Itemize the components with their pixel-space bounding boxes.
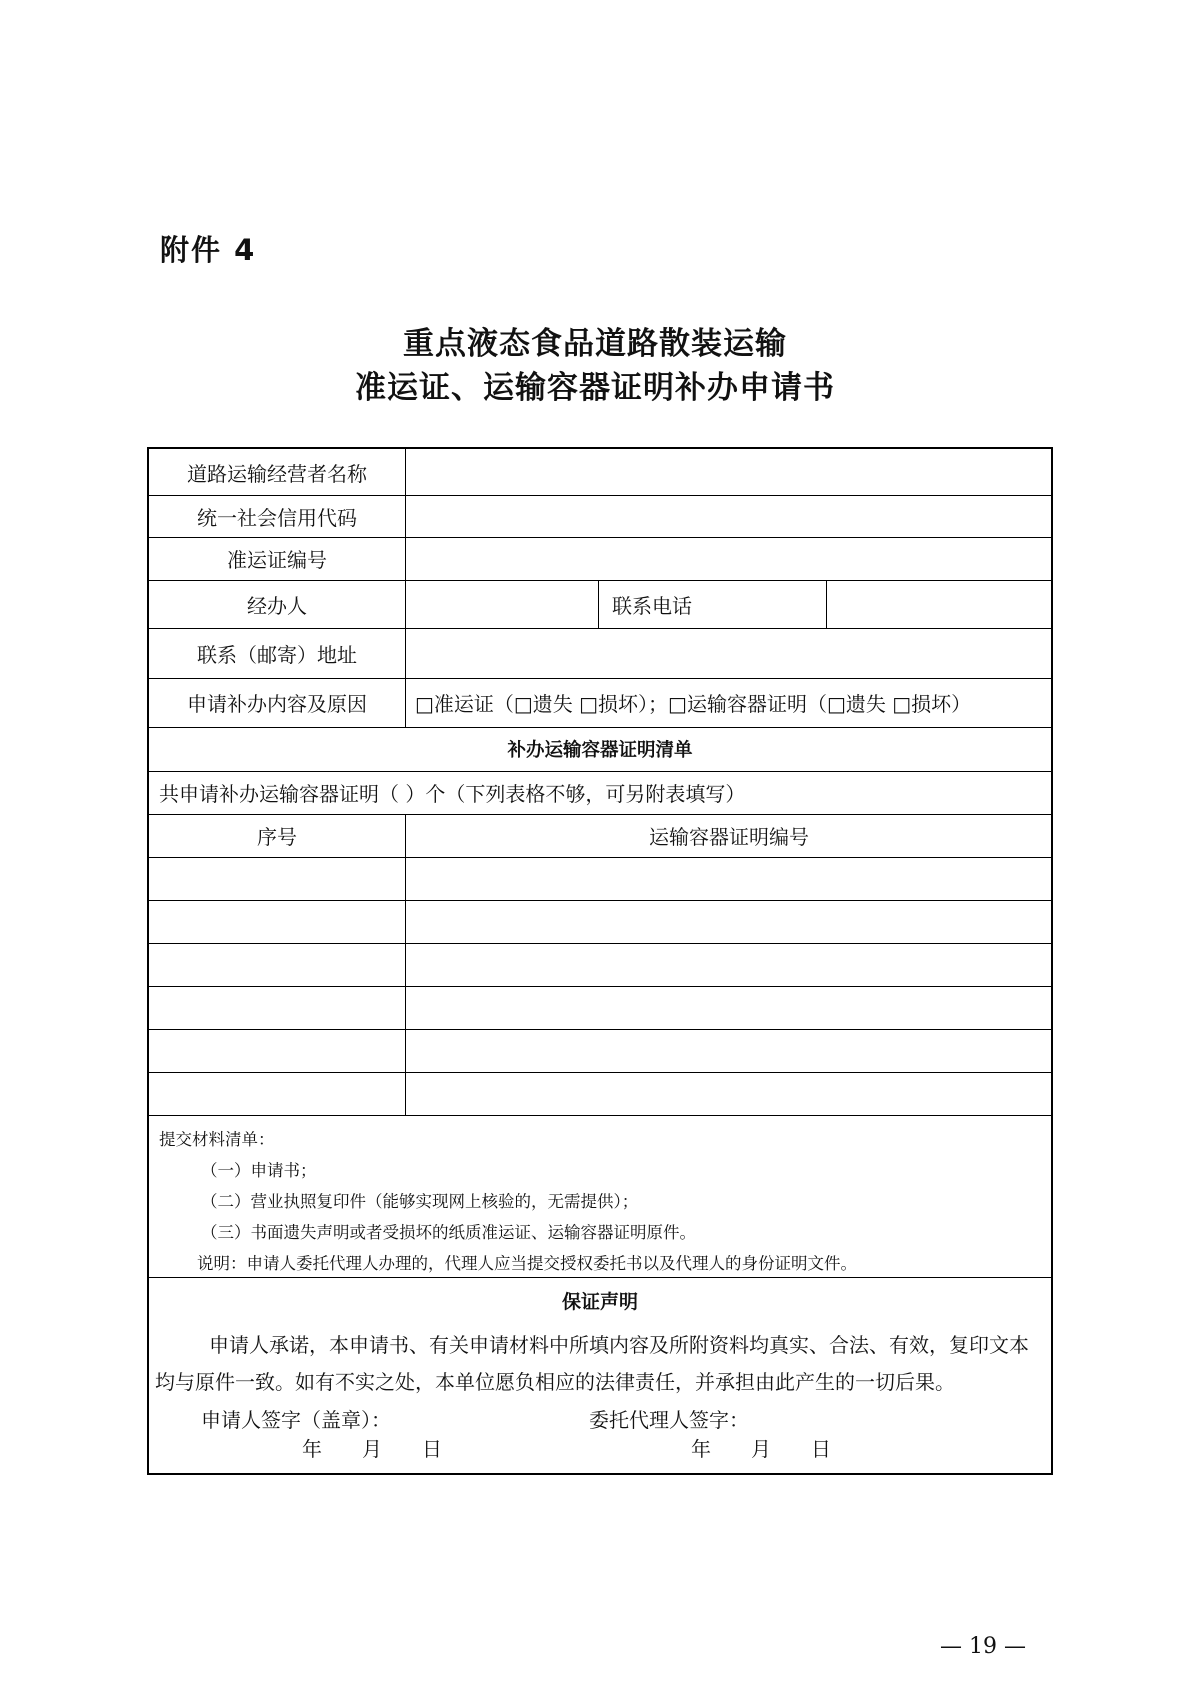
applicant-date: 年 月 日 xyxy=(302,1437,442,1461)
page-number: — 19 — xyxy=(940,1634,1026,1659)
materials-list xyxy=(159,1124,857,1279)
applicant-signature-label: 申请人签字（盖章）： xyxy=(201,1408,391,1432)
materials-note: 说明：申请人委托代理人办理的，代理人应当提交授权委托书以及代理人的身份证明文件。 xyxy=(197,1254,857,1273)
permit-number-label: 准运证编号 xyxy=(227,548,327,572)
document-title-line1: 重点液态食品道路散装运输 xyxy=(403,326,787,362)
document-title-line2: 准运证、运输容器证明补办申请书 xyxy=(355,370,835,406)
handler-label: 经办人 xyxy=(247,593,307,618)
container-count-line: 共申请补办运输容器证明（ ）个（下列表格不够，可另附表填写） xyxy=(159,782,746,806)
materials-item-1: （一）申请书； xyxy=(201,1161,317,1180)
table-row[interactable] xyxy=(149,1029,1051,1072)
agent-date: 年 月 日 xyxy=(691,1437,831,1461)
guarantee-text: 申请人承诺，本申请书、有关申请材料中所填内容及所附资料均真实、合法、有效，复印文本均与原件一致。如有不实之处，本单位愿负相应的法律责任，并承担由此产生的一切后果。 xyxy=(155,1333,1029,1394)
reason-label: 申请补办内容及原因 xyxy=(187,692,367,716)
operator-name-label: 道路运输经营者名称 xyxy=(187,461,367,486)
address-field[interactable] xyxy=(407,628,1051,678)
handler-field[interactable] xyxy=(407,580,597,628)
operator-name-field[interactable] xyxy=(407,449,1051,495)
permit-number-field[interactable] xyxy=(407,537,1051,580)
materials-item-3: （三）书面遗失声明或者受损坏的纸质准运证、运输容器证明原件。 xyxy=(201,1223,696,1242)
phone-label: 联系电话 xyxy=(612,593,692,618)
attachment-label: 附件 4 xyxy=(160,233,257,267)
address-label: 联系（邮寄）地址 xyxy=(197,642,357,667)
materials-heading: 提交材料清单： xyxy=(159,1130,275,1149)
agent-signature-label: 委托代理人签字： xyxy=(589,1408,749,1432)
column-certificate-number: 运输容器证明编号 xyxy=(649,825,809,849)
credit-code-field[interactable] xyxy=(407,495,1051,537)
reason-options[interactable]: □准运证（□遗失 □损坏）；□运输容器证明（□遗失 □损坏） xyxy=(415,692,972,716)
container-list-title: 补办运输容器证明清单 xyxy=(507,740,693,761)
table-row[interactable] xyxy=(149,1072,1051,1115)
guarantee-section xyxy=(149,1287,1051,1394)
table-row[interactable] xyxy=(149,857,1051,900)
guarantee-title: 保证声明 xyxy=(561,1291,638,1313)
table-row[interactable] xyxy=(149,900,1051,943)
table-row[interactable] xyxy=(149,943,1051,986)
phone-field[interactable] xyxy=(828,580,1051,628)
application-form xyxy=(147,447,1053,1475)
materials-item-2: （二）营业执照复印件（能够实现网上核验的，无需提供）； xyxy=(201,1192,639,1211)
credit-code-label: 统一社会信用代码 xyxy=(197,505,357,530)
table-row[interactable] xyxy=(149,986,1051,1029)
column-sequence: 序号 xyxy=(257,825,297,849)
